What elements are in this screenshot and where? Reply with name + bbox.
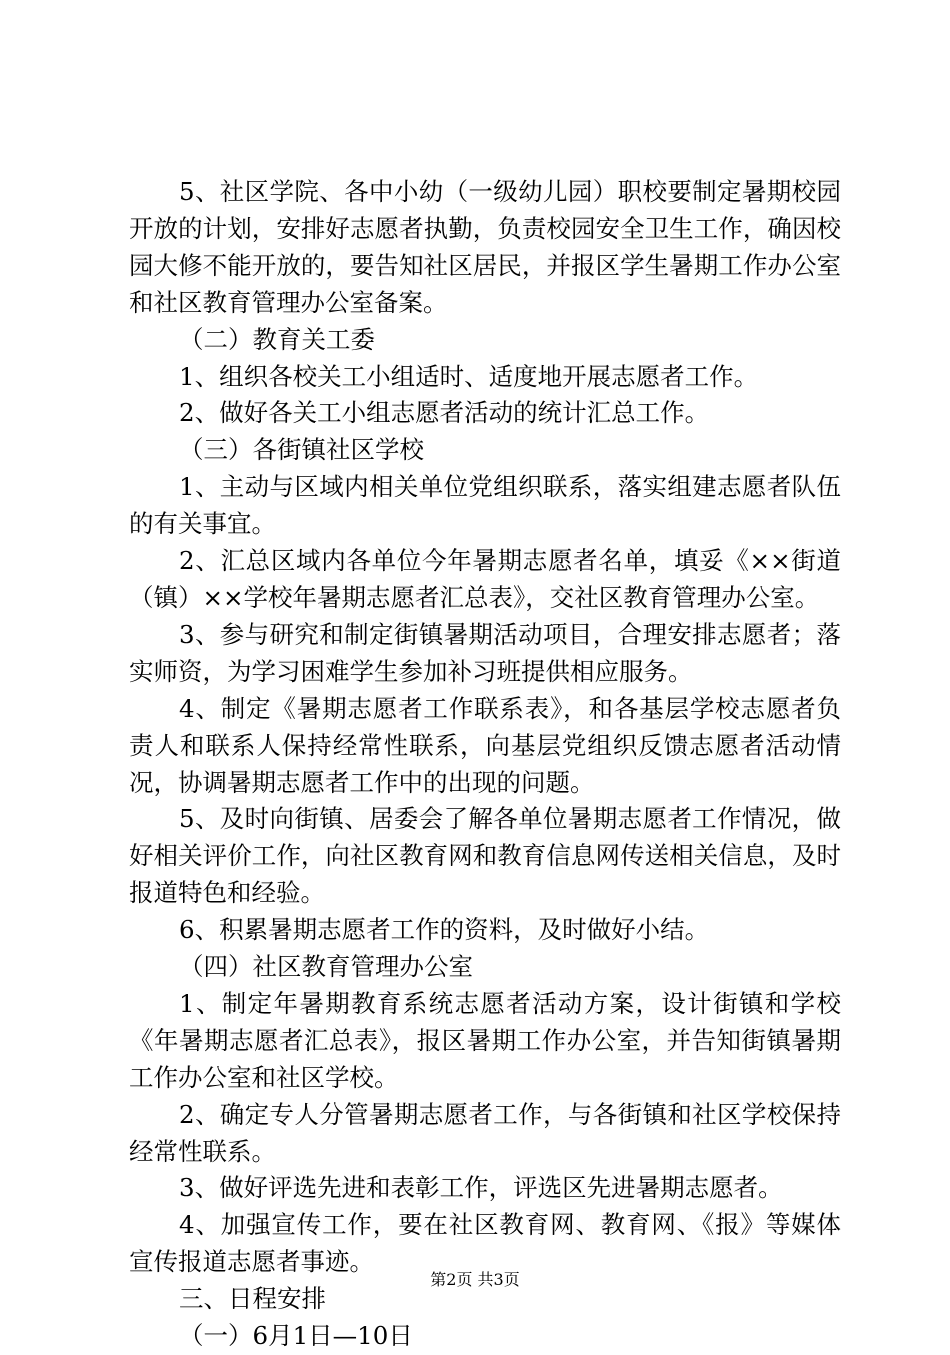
subsection-heading-schedule-period-1: （一）6月1日—10日 xyxy=(179,1321,413,1351)
paragraph-school-item-4: 4、制定《暑期志愿者工作联系表》，和各基层学校志愿者负责人和联系人保持经常性联系，向基层党组织反馈志愿者活动情况，协调暑期志愿者工作中的出现的问题。 xyxy=(129,693,841,797)
paragraph-campus-opening: 5、社区学院、各中小幼（一级幼儿园）职校要制定暑期校园开放的计划，安排好志愿者执勤，负责校园安全卫生工作，确因校园大修不能开放的，要告知社区居民，并报区学生暑期工作办公室和社区教育管理办公室备案。 xyxy=(129,177,841,317)
section-heading-schedule: 三、日程安排 xyxy=(179,1284,326,1314)
section-heading-education-committee: （二）教育关工委 xyxy=(179,324,375,354)
page-number-footer: 第2页 共3页 xyxy=(430,1270,520,1289)
section-heading-management-office: （四）社区教育管理办公室 xyxy=(179,952,473,982)
paragraph-school-item-2: 2、汇总区域内各单位今年暑期志愿者名单，填妥《××街道（镇）××学校年暑期志愿者汇总表》，交社区教育管理办公室。 xyxy=(129,546,841,612)
paragraph-committee-item-2: 2、做好各关工小组志愿者活动的统计汇总工作。 xyxy=(179,398,710,428)
paragraph-school-item-5: 5、及时向街镇、居委会了解各单位暑期志愿者工作情况，做好相关评价工作，向社区教育网和教育信息网传送相关信息，及时报道特色和经验。 xyxy=(129,804,841,908)
paragraph-office-item-4: 4、加强宣传工作，要在社区教育网、教育网、《报》等媒体宣传报道志愿者事迹。 xyxy=(129,1210,841,1277)
paragraph-school-item-6: 6、积累暑期志愿者工作的资料，及时做好小结。 xyxy=(179,915,710,945)
document-body xyxy=(129,174,841,1355)
paragraph-school-item-3: 3、参与研究和制定街镇暑期活动项目，合理安排志愿者；落实师资，为学习困难学生参加补习班提供相应服务。 xyxy=(129,619,841,686)
paragraph-office-item-1: 1、制定年暑期教育系统志愿者活动方案，设计街镇和学校《年暑期志愿者汇总表》，报区暑期工作办公室，并告知街镇暑期工作办公室和社区学校。 xyxy=(129,988,841,1092)
paragraph-committee-item-1: 1、组织各校关工小组适时、适度地开展志愿者工作。 xyxy=(179,361,759,391)
paragraph-school-item-1: 1、主动与区域内相关单位党组织联系，落实组建志愿者队伍的有关事宜。 xyxy=(129,472,841,539)
paragraph-office-item-2: 2、确定专人分管暑期志愿者工作，与各街镇和社区学校保持经常性联系。 xyxy=(129,1099,841,1166)
section-heading-community-schools: （三）各街镇社区学校 xyxy=(179,435,424,465)
paragraph-office-item-3: 3、做好评选先进和表彰工作，评选区先进暑期志愿者。 xyxy=(179,1173,783,1203)
